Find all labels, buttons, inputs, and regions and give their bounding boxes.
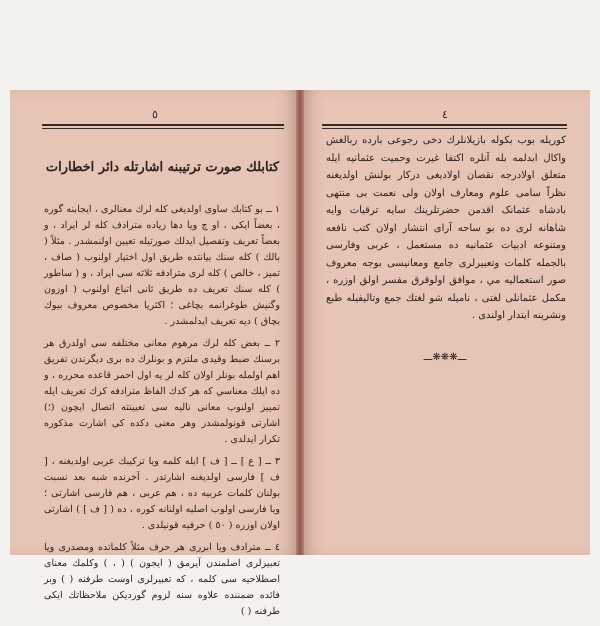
right-page-number: ٤ (442, 108, 448, 121)
right-header-rule (322, 124, 567, 129)
left-page (10, 90, 300, 617)
left-page-body (44, 202, 280, 626)
right-page (300, 90, 590, 555)
left-page-heading: کتابلك صورت ترتيبنه اشارتله دائر اخطارات (45, 160, 280, 175)
left-item-2: ٢ ــ بعض کله لرك مرهوم معانی مختلفه سی اولدرق هر برسنك ضبط وقيدی ملتزم و بونلرك ده برى ديگرندن تفريق اهم اولمله بونلر اولان کله لر يه اول احمر قاعده محرره ، و ده ايلك معناسي که هر کدك الفاظ مترادفه کرك تعريف ايله تمييز اولنوب معانی نالیه سی تعيينته اتصال ايچون (؛) اشارتی قونولمشدر وهر معنی دکده کی اشارت مذکوره تکرار ايدلدی . (44, 338, 280, 445)
left-page-number: ٥ (152, 108, 158, 121)
book-gutter (296, 90, 304, 555)
right-page-paragraph: کوريله بوب بکوله بازيلانلرك دخی رجوعی بارده ربالغش واکال ابدلمه بله آنلره اکتفا غيرت وحميت عثمانيه ايله متعلق اولادرجه نقصان اولاديغی درکار بولنش اولديغنه نظراً سامی علوم ومعارف اولان ولی نعمت بی منتهی بادشاه عثمانک اقدمن حضرتلرينك سايه ترقيات وايه شاهانه لری ده بو ساحه آرای انتشار اولان کتب نافعه ومتنوعه ادبيات عثمانيه ده مستعمل ، عربی وفارسی بالجمله کلمات وتعبيرلری جامع ومعانيسی بوجه معروف صور استعماليه مي ، موافق اولوقرق مفسر اولق اوزره ، مکمل عثمانلی لغتی ، ناميله شو لغتك جمع وتاليفيله طبع ونشرينه ابتدار اولندی . (326, 135, 566, 321)
left-header-rule (42, 124, 284, 129)
left-item-1: ١ ــ بو کتابك ساوی اولديغی کله لرك معنالری ، ايجابنه گوره ، بعضاً ايکی ، او چ ويا دها زياده مترادف کله لر ايراد ، و بعضاً تعريف وتفصيل ايدلك صورتيله تعيين اولنمشدر . مثلاً ( بالك ) کله سنك بيانتده طريق اول اختيار اولنوب ( صاف ، تميز ، خالص ) کله لری مترادفه ثلاثه سی ايراد ، و ( ساطور ) کله سنك تعريف ده طريق ثانی اتباع اولنوب ( اوزون وگنيش طوغرانمه بچاغی ؛ اکثريا مخصوص معروف بيوك بچاق ) ديه تعريف ايدلمشدر . (44, 204, 280, 327)
book-spread (10, 90, 590, 617)
left-item-4: ٤ ــ مترادف ويا ابرری هر حرف مثلاً کلماتده ومصدری ویا تعبيرلری اصلمندن آيرمق ( ايجون ) ( ، ) وکلمك معنای اصطلاحيه سی کلمه ، که تعبيرلری اوست طرفنه ( ) وبر فائده ضمننده علاوه سنه لزوم گورديکن ملاحظاتك ايکی طرفنه ( ) (44, 542, 280, 617)
left-item-3: ٣ ــ [ ع ] ــ [ ف ] ايله کلمه ويا ترکيبك عربی اولديغنه ، [ ف ] فارسی اولديغنه اشارتدر . آخرنده شبه بعد نسبت بولنان کلمات عربيه ده ، هم عربی ، هم فارسی اشارتی ؛ ويا فارسی اولوب اصليه اولنانه کوره ، ده ( [ ف ] ) اشارتی اولان اوزره ( ٥٠ ) حرفيه قونيلدی . (44, 456, 280, 531)
ornament-divider: ـــ❋❋❋ـــ (423, 352, 467, 363)
